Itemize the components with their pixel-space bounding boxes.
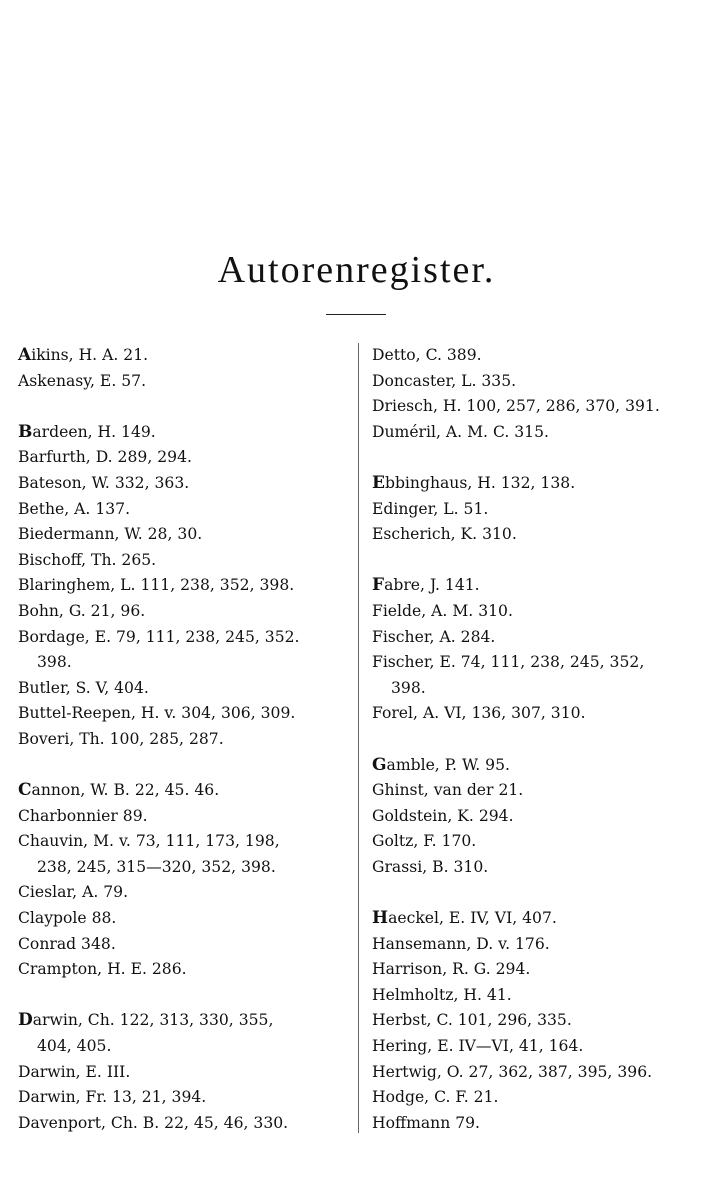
index-entry — [372, 1008, 708, 1034]
index-entry — [372, 497, 708, 523]
entry-text: Buttel-Reepen, H. v. 304, 306, 309. — [18, 704, 296, 723]
index-entry — [18, 369, 354, 395]
index-entry — [18, 573, 354, 599]
index-entry — [372, 1111, 708, 1137]
entry-continuation: 238, 245, 315—320, 352, 398. — [37, 857, 276, 876]
entry-text: ardeen, H. 149. — [32, 422, 156, 441]
index-entry — [18, 471, 354, 497]
index-entry — [372, 369, 708, 395]
index-entry — [18, 420, 354, 446]
entry-text: amble, P. W. 95. — [386, 755, 510, 774]
entry-text: Hansemann, D. v. 176. — [372, 934, 550, 953]
index-entry — [372, 701, 708, 727]
index-entry — [372, 1060, 708, 1086]
index-entry — [18, 599, 354, 625]
entry-text: Bordage, E. 79, 111, 238, 245, 352. — [18, 627, 300, 646]
entry-text: annon, W. B. 22, 45. 46. — [31, 781, 220, 800]
entry-text: Bateson, W. 332, 363. — [18, 473, 190, 492]
section-gap — [372, 445, 708, 471]
entry-text: Darwin, E. III. — [18, 1062, 131, 1081]
entry-text: Edinger, L. 51. — [372, 499, 489, 518]
index-entry — [372, 855, 708, 881]
index-entry — [372, 343, 708, 369]
entry-text: Forel, A. VI, 136, 307, 310. — [372, 704, 586, 723]
index-entry — [18, 1060, 354, 1086]
section-initial: H — [372, 908, 389, 929]
section-gap — [18, 983, 354, 1009]
entry-text: Doncaster, L. 335. — [372, 371, 517, 390]
index-entry — [18, 880, 354, 906]
index-entry — [18, 625, 354, 676]
section-initial: E — [372, 472, 385, 493]
entry-text: abre, J. 141. — [384, 576, 480, 595]
index-entry — [372, 1034, 708, 1060]
index-entry — [372, 394, 708, 420]
left-column — [18, 343, 354, 1136]
index-entry — [18, 932, 354, 958]
entry-text: Driesch, H. 100, 257, 286, 370, 391. — [372, 397, 660, 416]
index-entry — [18, 701, 354, 727]
index-entry — [372, 906, 708, 932]
section-initial: G — [372, 754, 387, 775]
index-entry — [18, 497, 354, 523]
entry-text: Askenasy, E. 57. — [18, 371, 147, 390]
index-entry — [18, 1008, 354, 1059]
index-entry — [18, 445, 354, 471]
page-title: Autorenregister. — [217, 249, 496, 291]
entry-text: Conrad 348. — [18, 934, 116, 953]
entry-continuation: 404, 405. — [37, 1037, 112, 1056]
entry-text: Davenport, Ch. B. 22, 45, 46, 330. — [18, 1113, 289, 1132]
index-entry — [372, 829, 708, 855]
entry-text: Hertwig, O. 27, 362, 387, 395, 396. — [372, 1062, 653, 1081]
entry-text: aeckel, E. IV, VI, 407. — [388, 909, 557, 928]
entry-text: Darwin, Fr. 13, 21, 394. — [18, 1088, 207, 1107]
entry-continuation: 398. — [391, 678, 426, 697]
entry-text: Hodge, C. F. 21. — [372, 1088, 499, 1107]
entry-text: Escherich, K. 310. — [372, 525, 517, 544]
index-entry — [372, 471, 708, 497]
entry-text: Goldstein, K. 294. — [372, 806, 514, 825]
index-entry — [372, 1085, 708, 1111]
entry-text: Hering, E. IV—VI, 41, 164. — [372, 1037, 584, 1056]
index-entry — [18, 804, 354, 830]
entry-continuation: 398. — [37, 653, 72, 672]
entry-text: Charbonnier 89. — [18, 806, 148, 825]
index-entry — [18, 1111, 354, 1137]
index-entry — [18, 1085, 354, 1111]
index-entry — [372, 983, 708, 1009]
title-rule — [326, 314, 386, 315]
entry-text: Grassi, B. 310. — [372, 857, 489, 876]
entry-text: arwin, Ch. 122, 313, 330, 355, — [32, 1011, 274, 1030]
entry-text: Blaringhem, L. 111, 238, 352, 398. — [18, 576, 295, 595]
entry-text: Chauvin, M. v. 73, 111, 173, 198, — [18, 832, 280, 851]
entry-text: ikins, H. A. 21. — [31, 346, 149, 364]
entry-text: Boveri, Th. 100, 285, 287. — [18, 729, 224, 748]
index-entry — [18, 829, 354, 880]
entry-text: Detto, C. 389. — [372, 346, 482, 364]
entry-text: Bohn, G. 21, 96. — [18, 601, 146, 620]
index-entry — [372, 420, 708, 446]
section-gap — [372, 880, 708, 906]
index-entry — [372, 573, 708, 599]
entry-text: Biedermann, W. 28, 30. — [18, 525, 203, 544]
entry-text: Bischoff, Th. 265. — [18, 550, 157, 569]
section-initial: F — [372, 575, 385, 596]
entry-text: Barfurth, D. 289, 294. — [18, 448, 192, 467]
index-entry — [372, 778, 708, 804]
entry-text: Helmholtz, H. 41. — [372, 985, 512, 1004]
index-entry — [18, 727, 354, 753]
section-gap — [372, 548, 708, 574]
entry-text: Fischer, E. 74, 111, 238, 245, 352, — [372, 653, 645, 672]
index-entry — [372, 650, 708, 701]
index-entry — [18, 778, 354, 804]
entry-text: Cieslar, A. 79. — [18, 883, 129, 902]
section-initial: A — [18, 345, 32, 365]
entry-text: bbinghaus, H. 132, 138. — [384, 473, 576, 492]
entry-text: Claypole 88. — [18, 909, 117, 928]
entry-text: Bethe, A. 137. — [18, 499, 131, 518]
entry-text: Butler, S. V, 404. — [18, 678, 149, 697]
entry-text: Goltz, F. 170. — [372, 832, 477, 851]
entry-text: Fischer, A. 284. — [372, 627, 496, 646]
section-initial: C — [18, 780, 32, 801]
column-divider — [358, 343, 359, 1133]
section-initial: B — [18, 421, 33, 442]
entry-text: Harrison, R. G. 294. — [372, 960, 531, 979]
index-entry — [372, 522, 708, 548]
index-entry — [372, 957, 708, 983]
section-gap — [372, 727, 708, 753]
section-gap — [18, 753, 354, 779]
index-entry — [18, 906, 354, 932]
section-gap — [18, 394, 354, 420]
right-column — [372, 343, 708, 1136]
index-entry — [372, 932, 708, 958]
section-initial: D — [18, 1010, 33, 1031]
index-entry — [372, 599, 708, 625]
entry-text: Ghinst, van der 21. — [372, 781, 524, 800]
entry-text: Fielde, A. M. 310. — [372, 601, 513, 620]
index-entry — [372, 753, 708, 779]
index-entry — [18, 957, 354, 983]
entry-text: Hoffmann 79. — [372, 1113, 480, 1132]
index-entry — [18, 343, 354, 369]
entry-text: Herbst, C. 101, 296, 335. — [372, 1011, 572, 1030]
index-entry — [18, 548, 354, 574]
entry-text: Duméril, A. M. C. 315. — [372, 422, 549, 441]
entry-text: Crampton, H. E. 286. — [18, 960, 187, 979]
index-entry — [18, 522, 354, 548]
index-entry — [18, 676, 354, 702]
index-entry — [372, 804, 708, 830]
index-entry — [372, 625, 708, 651]
